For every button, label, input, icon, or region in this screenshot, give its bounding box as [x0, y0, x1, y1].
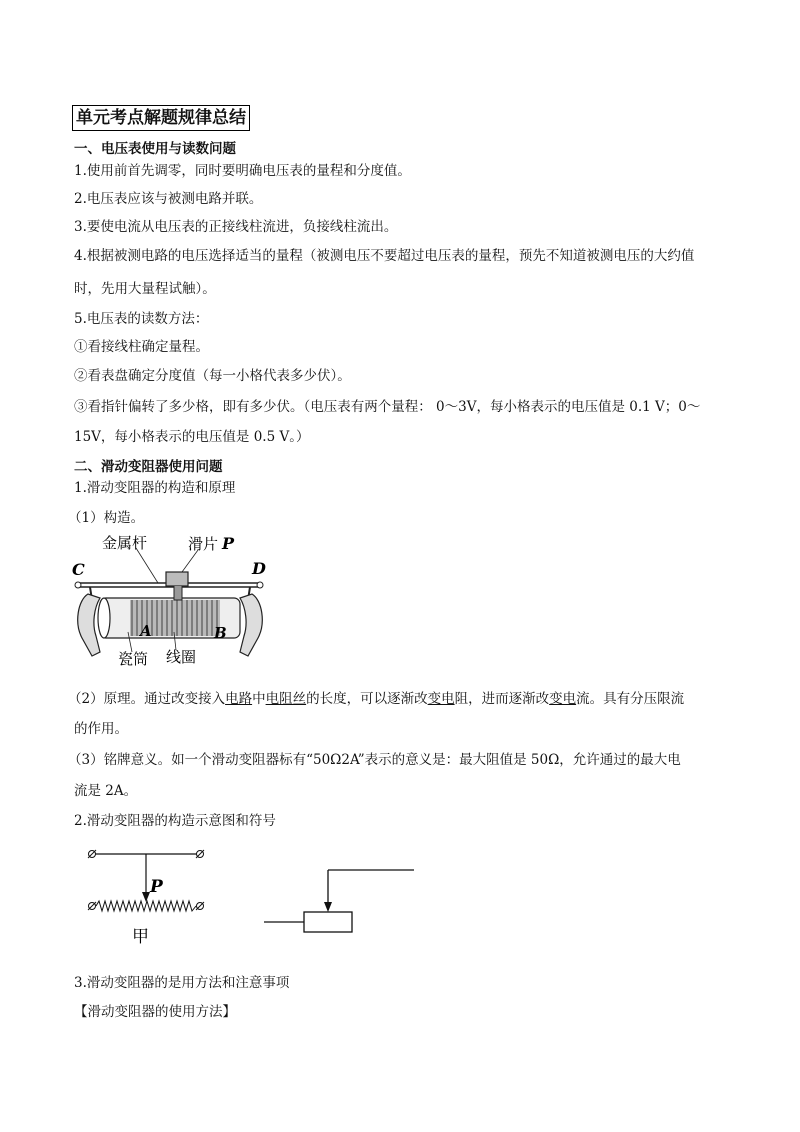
p2-text-4: 阻，进而逐渐改: [454, 691, 550, 707]
s1-line-1: 1.使用前首先调零，同时要明确电压表的量程和分度值。: [74, 163, 411, 179]
p2-text-2: 中: [252, 691, 266, 707]
label-coil: 线圈: [166, 648, 197, 666]
s1-circle-2: ②看表盘确定分度值（每一小格代表多少伏）。: [74, 368, 351, 384]
section-2-heading: 二、滑动变阻器使用问题: [74, 459, 223, 475]
s2-line-3: 3.滑动变阻器的是用方法和注意事项: [74, 975, 290, 991]
s1-line-4b: 时，先用大量程试触）。: [74, 281, 216, 297]
s2-method-heading: 【滑动变阻器的使用方法】: [74, 1004, 236, 1020]
label-metal-rod: 金属杆: [102, 534, 148, 552]
label-terminal-c: C: [72, 560, 85, 579]
s2-para-2: [68, 690, 684, 708]
label-slider-p-schematic: P: [150, 877, 163, 897]
s2-para-3b: 流是 2A。: [74, 783, 138, 799]
s2-line-1: 1.滑动变阻器的构造和原理: [74, 480, 236, 496]
p2-underline-4: 变电: [549, 691, 577, 707]
p2-text-5: 流。具有分压限流: [576, 691, 685, 707]
s1-line-5: 5.电压表的读数方法：: [74, 311, 209, 327]
s2-para-3a: （3）铭牌意义。如一个滑动变阻器标有“50Ω2A”表示的意义是：最大阻值是 50Ω，允许通过的最大电: [68, 752, 681, 768]
p2-text-3: 的长度，可以逐渐改: [306, 691, 428, 707]
section-1-heading: 一、电压表使用与读数问题: [74, 141, 236, 157]
s1-circle-3a: ③看指针偏转了多少格，即有多少伏。（电压表有两个量程： 0～3V，每小格表示的电压值是 0.1 V；0～: [74, 399, 701, 415]
s1-line-2: 2.电压表应该与被测电路并联。: [74, 191, 263, 207]
s1-circle-1: ①看接线柱确定量程。: [74, 339, 209, 355]
p2-underline-2: 电阻丝: [265, 691, 307, 707]
p2-underline-3: 变电: [427, 691, 455, 707]
rheostat-symbol-figure: [262, 862, 422, 942]
rheostat-schematic-figure: [80, 842, 210, 952]
s1-line-3: 3.要使电流从电压表的正接线柱流进，负接线柱流出。: [74, 219, 398, 235]
page-title: 单元考点解题规律总结: [72, 105, 250, 131]
s1-line-4a: 4.根据被测电路的电压选择适当的量程（被测电压不要超过电压表的量程，预先不知道被测电压的大约值: [74, 248, 695, 264]
rheostat-construction-figure: [70, 528, 290, 668]
p2-text-1: （2）原理。通过改变接入: [68, 691, 226, 707]
label-jia: 甲: [132, 927, 149, 947]
label-terminal-b: B: [214, 624, 227, 642]
label-slider-p: P: [222, 534, 235, 553]
s2-para-2b: 的作用。: [74, 721, 128, 737]
s1-circle-3b: 15V，每小格表示的电压值是 0.5 V。）: [74, 429, 310, 445]
s2-para-1: （1）构造。: [68, 510, 145, 526]
label-terminal-d: D: [252, 559, 266, 578]
label-porcelain-tube: 瓷筒: [118, 650, 149, 668]
label-terminal-a: A: [140, 622, 152, 640]
label-slider: 滑片: [188, 535, 219, 553]
p2-underline-1: 电路: [225, 691, 253, 707]
s2-line-2: 2.滑动变阻器的构造示意图和符号: [74, 813, 276, 829]
